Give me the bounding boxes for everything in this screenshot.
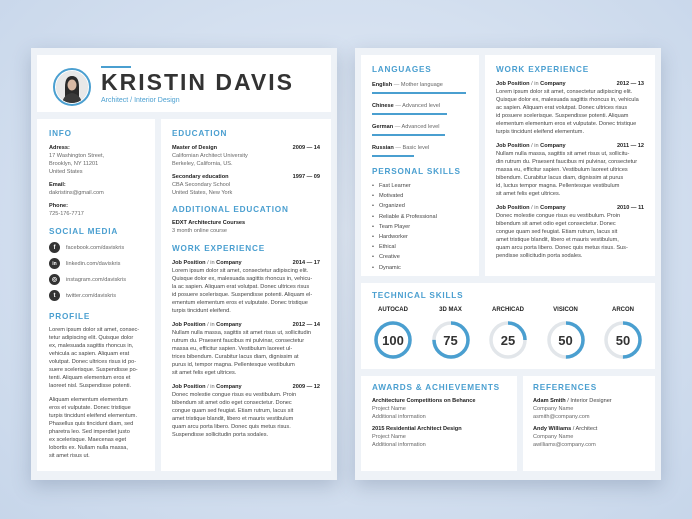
text-line: purus id, tempor magna. Pellentesque vestibulum <box>172 362 295 368</box>
candidate-name: KRISTIN DAVIS <box>101 69 294 95</box>
gauge-label: ARCON <box>612 307 634 313</box>
degree-title: Secondary education <box>172 174 229 180</box>
job-years: 2011 — 12 <box>616 143 644 149</box>
languages-heading: LANGUAGES <box>372 65 432 74</box>
social-link: linkedin.com/daviskris <box>66 260 121 267</box>
awards-heading: AWARDS & ACHIEVEMENTS <box>372 383 500 392</box>
job-position: Job Position <box>496 81 530 87</box>
reference-title: Architect <box>575 426 598 432</box>
phone-label: Phone: <box>49 203 68 209</box>
text-line: Californian Architect University <box>172 153 248 159</box>
text-line: Quisque dolor ex, malesuada sagittis rhoncus in, vehicula <box>496 97 639 103</box>
profile-paragraph-1 <box>49 326 143 390</box>
text-line: volutpat. Donec ultrices risus id po- <box>49 359 137 365</box>
award-item <box>372 397 506 421</box>
text-line: Donec molestie congue risus eu vestibulum. Proin <box>172 392 297 398</box>
social-item-instagram[interactable] <box>49 274 143 285</box>
language-separator: — <box>395 103 401 109</box>
course-detail: 3 month online course <box>172 228 228 234</box>
address-line: United States <box>49 169 83 175</box>
text-line: la ac sapien. Aliquam erat volutpat. Donec ultrices risus <box>172 284 310 290</box>
text-line: sit amet felis eget ultrices. <box>172 370 237 376</box>
job-company: Company <box>540 205 566 211</box>
gauge-label: VISICON <box>553 307 578 313</box>
text-line: amet tristique blandit, libero et mauris vestibulum, <box>496 237 619 243</box>
social-item-twitter[interactable] <box>49 290 143 301</box>
technical-skills-heading: TECHNICAL SKILLS <box>372 291 464 300</box>
reference-name: Adam Smith <box>533 398 566 404</box>
gauge-label: AUTOCAD <box>378 307 408 313</box>
header-card <box>37 55 331 112</box>
degree-years: 2009 — 14 <box>292 145 320 151</box>
linkedin-icon: in <box>49 258 60 269</box>
twitter-icon: t <box>49 290 60 301</box>
text-line: bibendum sit amet odio eget consectetur. Donec <box>172 400 292 406</box>
job-years: 2014 — 17 <box>292 260 320 266</box>
education-item <box>172 144 320 168</box>
phone-value: 725-176-7717 <box>49 211 84 217</box>
text-line: United States, New York <box>172 190 233 196</box>
skill-item: • Organized <box>372 201 468 211</box>
degree-title: Master of Design <box>172 145 218 151</box>
language-level-bar <box>372 113 447 115</box>
job-years: 2012 — 14 <box>292 322 320 328</box>
reference-company: Company Name <box>533 434 574 440</box>
left-sidebar-card <box>37 119 155 471</box>
job-entry: Job Position / in Company 2012 — 14 Nullam nulla massa, sagittis sit amet risus ut, sollicitudin rutrum du. Praesent faucibus mi pulvinar, consectetur massa eu, efficitur sapien. Vestibulum laoreet ul- trices bibendum. Curabitur lacus diam, dignissim at purus id, tempor magna. Pellentesque vestibulum sit amet felis eget ultrices. <box>172 322 320 376</box>
awards-card <box>361 376 517 471</box>
award-project: Project Name <box>372 434 406 440</box>
award-title: 2015 Residential Architect Design <box>372 426 462 432</box>
reference-company: Company Name <box>533 406 574 412</box>
candidate-role: Architect / Interior Design <box>101 97 180 104</box>
language-item <box>372 123 468 136</box>
text-line: Aliquam elementum elementum <box>49 397 128 403</box>
language-level-bar <box>372 155 414 157</box>
language-name: English <box>372 82 393 88</box>
text-line: amet tristique blandit, libero et mauris vestibulum <box>172 416 294 422</box>
text-line: congue quam sed feugiat. Etiam rutrum, lacus sit <box>496 229 618 235</box>
job-company: Company <box>216 322 242 328</box>
gauge-value: 100 <box>382 332 404 348</box>
reference-name: Andy Williams <box>533 426 572 432</box>
text-line: elementum elementum eros et vulputate. Donec tristique <box>496 121 637 127</box>
social-link: twitter.com/daviskris <box>66 292 117 299</box>
education-item <box>172 173 320 197</box>
technical-skills-card <box>361 283 655 369</box>
email-value[interactable]: dakristins@gmail.com <box>49 190 104 196</box>
text-line: pendisse sollicitudin porta sodales. <box>496 253 583 259</box>
language-item <box>372 144 468 157</box>
text-line: Lorem ipsum dolor sit amet, consectetur adipiscing elit. <box>496 89 633 95</box>
text-line: ac sapien. Aliquam erat volutpat. Donec ultrices risus <box>496 105 628 111</box>
job-years: 2012 — 13 <box>616 81 644 87</box>
resume-page-2 <box>355 48 661 480</box>
degree-years: 1997 — 09 <box>292 174 320 180</box>
job-entry: Job Position / in Company 2009 — 12 Donec molestie congue risus eu vestibulum. Proin bibendum sit amet odio eget consectetur. Donec congue quam sed feugiat. Etiam rutrum, lacus sit amet tristique blandit, libero et mauris vestibulum quam arcu porta libero. Donec quis metus risus. Suspendisse sollicitudin porta sodales. <box>172 384 320 438</box>
job-position: Job Position <box>496 205 530 211</box>
text-line: Donec molestie congue risus eu vestibulum. Proin <box>496 213 621 219</box>
language-separator: — <box>395 145 401 151</box>
job-position: Job Position <box>496 143 530 149</box>
skill-item: • Creative <box>372 252 468 262</box>
job-years: 2009 — 12 <box>292 384 320 390</box>
social-link: facebook.com/daviskris <box>66 244 125 251</box>
reference-item: Andy Williams / Architect Company Name awilliams@company.com <box>533 425 645 449</box>
profile-paragraph-2 <box>49 396 143 460</box>
text-line: turpis tincidunt eleifend elementum. <box>496 129 584 135</box>
text-line: bibendum. Curabitur lacus diam, dignissim at purus <box>496 175 624 181</box>
text-line: massa eu, efficitur sapien. Vestibulum laoreet ultrices <box>496 167 628 173</box>
gauge-value: 25 <box>500 332 516 348</box>
award-info: Additional information <box>372 442 426 448</box>
text-line: id, luctus tempor magna. Pellentesque vestibulum <box>496 183 620 189</box>
text-line: turpis tincidunt eleifend elementum. <box>49 413 137 419</box>
text-line: quam arcu porta libero. Donec quis metus risus. <box>172 424 291 430</box>
education-heading: EDUCATION <box>172 129 228 138</box>
additional-education-heading: ADDITIONAL EDUCATION <box>172 205 289 214</box>
work-experience-card <box>485 55 655 276</box>
reference-item: Adam Smith / Interior Designer Company Name asmith@company.com <box>533 397 645 421</box>
text-line: turpis tincidunt eleifend. <box>172 308 231 314</box>
award-title: Architecture Competitions on Behance <box>372 398 476 404</box>
text-line: pharetra leo. Sed imperdiet justo <box>49 429 130 435</box>
job-entry: Job Position / in Company 2014 — 17 Lorem ipsum dolor sit amet, consectetur adipiscing elit. Quisque dolor ex, malesuada sagittis rhoncus in, vehicu- la ac sapien. Aliquam erat volutpat. Donec ultrices risus id posuere scelerisque. Suspendisse potenti. Aliquam el- ementum elementum eros et vulputate. Donec tristique turpis tincidunt eleifend. <box>172 260 320 314</box>
references-heading: REFERENCES <box>533 383 597 392</box>
languages-skills-card <box>361 55 479 276</box>
award-project: Project Name <box>372 406 406 412</box>
text-line: tenti. Aliquam elementum eros et <box>49 375 131 381</box>
text-line: Nullam nulla massa, sagittis sit amet risus ut, sollicitu- <box>496 151 630 157</box>
text-line: id posuere scelerisque. Suspendisse potenti. Aliquam el- <box>172 292 313 298</box>
text-line: sit amet felis eget ultrices. <box>496 191 561 197</box>
job-position: Job Position <box>172 260 206 266</box>
social-item-linkedin[interactable] <box>49 258 143 269</box>
text-line: Suspendisse sollicitudin porta sodales. <box>172 432 269 438</box>
work-experience-heading: WORK EXPERIENCE <box>172 244 265 253</box>
job-company: Company <box>216 260 242 266</box>
text-line: ementum elementum eros et vulputate. Donec tristique <box>172 300 308 306</box>
language-name: Chinese <box>372 103 394 109</box>
text-line: Lorem ipsum dolor sit amet, consec- <box>49 327 140 333</box>
award-item <box>372 425 506 449</box>
gauge-label: ARCHICAD <box>492 307 524 313</box>
text-line: sit amet risus ut. <box>49 453 90 459</box>
text-line: rutrum du. Praesent faucibus mi pulvinar, consectetur <box>172 338 305 344</box>
language-item <box>372 102 468 115</box>
info-heading: INFO <box>49 129 72 138</box>
address-label: Adress: <box>49 145 70 151</box>
work-experience-heading: WORK EXPERIENCE <box>496 65 589 74</box>
text-line: ex scelerisque. Maecenas eget <box>49 437 127 443</box>
skill-item: • Motivated <box>372 191 468 201</box>
social-link: instagram.com/daviskris <box>66 276 126 283</box>
reference-title: Interior Designer <box>570 398 612 404</box>
main-content-card <box>161 119 331 471</box>
text-line: bibendum sit amet odio eget consectetur. Donec <box>496 221 616 227</box>
job-entry: Job Position / in Company 2010 — 11 Donec molestie congue risus eu vestibulum. Proin bibendum sit amet odio eget consectetur. Donec congue quam sed feugiat. Etiam rutrum, lacus sit amet tristique blandit, libero et mauris vestibulum, quam arcu porta libero. Donec quis metus risus. Sus- pendisse sollicitudin porta sodales. <box>496 205 644 259</box>
email-label: Email: <box>49 182 66 188</box>
skill-item: • Team Player <box>372 222 468 232</box>
skill-gauge <box>431 320 471 360</box>
language-separator: — <box>393 82 400 88</box>
portrait-icon <box>56 71 88 103</box>
text-line: Nullam nulla massa, sagittis sit amet risus ut, sollicitudin <box>172 330 311 336</box>
job-entry: Job Position / in Company 2011 — 12 Nullam nulla massa, sagittis sit amet risus ut, sollicitu- din rutrum du. Praesent faucibus mi pulvinar, consectetur massa eu, efficitur sapien. Vestibulum laoreet ultrices bibendum. Curabitur lacus diam, dignissim at purus id, luctus tempor magna. Pellentesque vestibulum sit amet felis eget ultrices. <box>496 143 644 197</box>
language-level: Mother language <box>400 82 443 88</box>
language-item <box>372 81 468 94</box>
avatar <box>53 68 91 106</box>
language-level-bar <box>372 92 466 94</box>
reference-email[interactable]: awilliams@company.com <box>533 442 596 448</box>
name-accent-bar <box>101 66 131 68</box>
text-line: din rutrum du. Praesent faucibus mi pulvinar, consectetur <box>496 159 638 165</box>
job-position: Job Position <box>172 384 206 390</box>
text-line: id posuere scelerisque. Suspendisse potenti. Aliquam <box>496 113 629 119</box>
text-line: trices bibendum. Curabitur lacus diam, dignissim at <box>172 354 299 360</box>
personal-skills-heading: PERSONAL SKILLS <box>372 167 461 176</box>
gauge-value: 50 <box>615 332 631 348</box>
text-line: lobortis ex. Nullam nulla massa, <box>49 445 128 451</box>
address-line: Brooklyn, NY 11201 <box>49 161 99 167</box>
facebook-icon: f <box>49 242 60 253</box>
text-line: ex, malesuada sagittis rhoncus in, <box>49 343 134 349</box>
social-heading: SOCIAL MEDIA <box>49 227 119 236</box>
text-line: Lorem ipsum dolor sit amet, consectetur adipiscing elit. <box>172 268 309 274</box>
skill-item: • Fast Learner <box>372 181 468 191</box>
job-years: 2010 — 11 <box>616 205 644 211</box>
address-line: 17 Washington Street, <box>49 153 105 159</box>
instagram-icon: ◎ <box>49 274 60 285</box>
skill-gauge <box>488 320 528 360</box>
language-separator: — <box>394 124 401 130</box>
text-line: laoreet nisl. Suspendisse potenti. <box>49 383 132 389</box>
skill-item: • Hardworker <box>372 232 468 242</box>
language-level: Advanced level <box>402 103 441 109</box>
text-line: eros et vulputate. Donec tristique <box>49 405 131 411</box>
language-name: Russian <box>372 145 394 151</box>
skills-list <box>372 181 468 273</box>
social-item-facebook[interactable] <box>49 242 143 253</box>
skill-item: • Reliable & Professional <box>372 212 468 222</box>
text-line: congue quam sed feugiat. Etiam rutrum, lacus sit <box>172 408 294 414</box>
language-level-bar <box>372 134 445 136</box>
gauge-label: 3D MAX <box>439 307 462 313</box>
language-name: German <box>372 124 394 130</box>
text-line: suere scelerisque. Suspendisse po- <box>49 367 138 373</box>
text-line: Phasellus quis tincidunt diam, sed <box>49 421 134 427</box>
skill-item: • Ethical <box>372 242 468 252</box>
language-list <box>372 81 468 157</box>
resume-page-1 <box>31 48 337 480</box>
text-line: massa eu, efficitur sapien. Vestibulum laoreet ul- <box>172 346 293 352</box>
skill-item: • Dynamic <box>372 263 468 273</box>
text-line: CBA Secondary School <box>172 182 231 188</box>
job-company: Company <box>540 81 566 87</box>
award-info: Additional information <box>372 414 426 420</box>
text-line: vehicula ac sapien. Aliquam erat <box>49 351 130 357</box>
skill-gauge <box>603 320 643 360</box>
reference-email[interactable]: asmith@company.com <box>533 414 590 420</box>
text-line: quam arcu porta libero. Donec quis metus risus. Sus- <box>496 245 628 251</box>
job-entry: Job Position / in Company 2012 — 13 Lorem ipsum dolor sit amet, consectetur adipiscing elit. Quisque dolor ex, malesuada sagittis rhoncus in, vehicula ac sapien. Aliquam erat volutpat. Donec ultrices risus id posuere scelerisque. Suspendisse potenti. Aliquam elementum elementum eros et vulputate. Donec tristique turpis tincidunt eleifend elementum. <box>496 81 644 135</box>
text-line: Berkeley, California, US. <box>172 161 233 167</box>
text-line: tetur adipiscing elit. Quisque dolor <box>49 335 134 341</box>
text-line: Quisque dolor ex, malesuada sagittis rhoncus in, vehicu- <box>172 276 313 282</box>
language-level: Basic level <box>402 145 430 151</box>
skill-gauge <box>373 320 413 360</box>
job-position: Job Position <box>172 322 206 328</box>
language-level: Advanced level <box>401 124 440 130</box>
gauge-value: 50 <box>558 332 573 348</box>
job-company: Company <box>540 143 566 149</box>
skill-gauge <box>546 320 586 360</box>
gauge-value: 75 <box>443 332 458 348</box>
profile-heading: PROFILE <box>49 312 91 321</box>
job-company: Company <box>216 384 242 390</box>
course-title: EDXT Architecture Courses <box>172 220 246 226</box>
references-card <box>523 376 655 471</box>
